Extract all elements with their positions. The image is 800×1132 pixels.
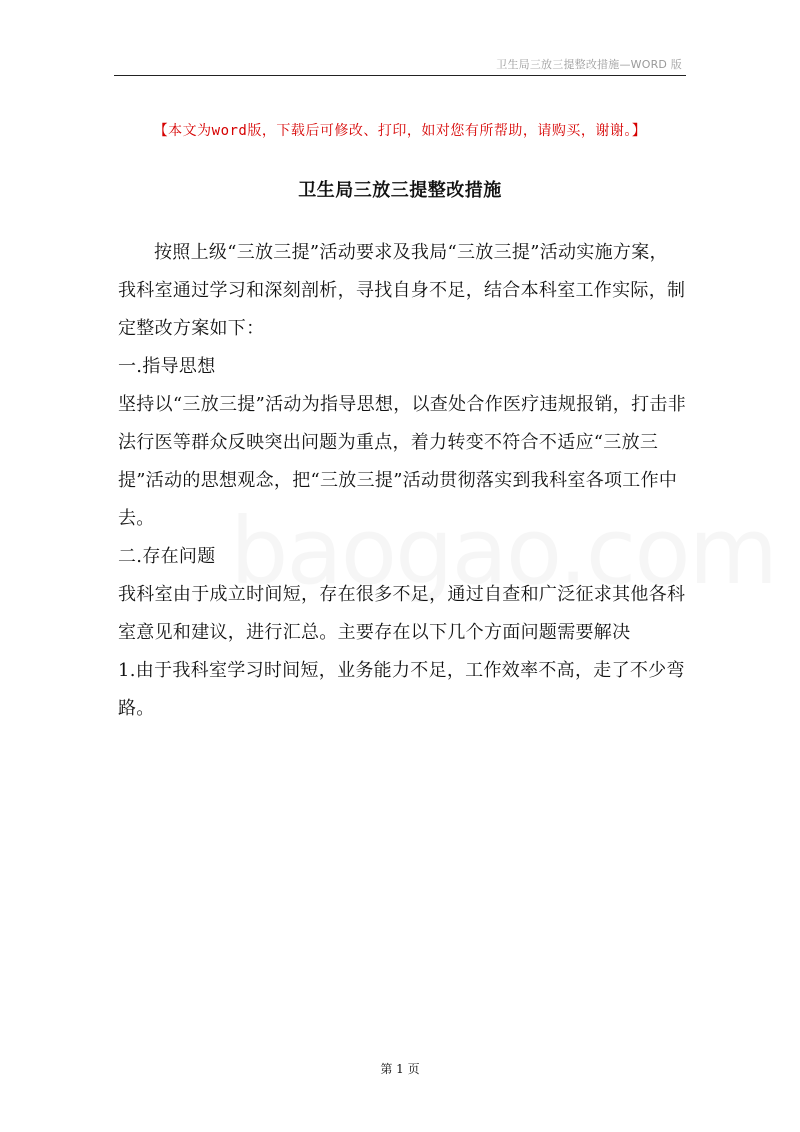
page-number: 第 1 页 [380, 1062, 420, 1076]
document-title: 卫生局三放三提整改措施 [298, 180, 502, 201]
list-item-1: 1.由于我科室学习时间短，业务能力不足，工作效率不高，走了不少弯路。 [118, 660, 685, 719]
intro-paragraph: 按照上级“三放三提”活动要求及我局“三放三提”活动实施方案，我科室通过学习和深刻剖析，寻找自身不足，结合本科室工作实际，制定整改方案如下： [118, 242, 686, 339]
document-body [118, 234, 686, 728]
section-heading-existing-problems: 二.存在问题 [118, 546, 216, 567]
header-rule [114, 75, 686, 76]
download-notice: 【本文为word版，下载后可修改、打印，如对您有所帮助，请购买，谢谢。】 [153, 123, 647, 139]
running-header: 卫生局三放三提整改措施—WORD 版 [496, 58, 682, 71]
section-heading-guiding-ideology: 一.指导思想 [118, 356, 216, 377]
section-paragraph-guiding-ideology: 坚持以“三放三提”活动为指导思想，以查处合作医疗违规报销，打击非法行医等群众反映突出问题为重点，着力转变不符合不适应“三放三提”活动的思想观念，把“三放三提”活动贯彻落实到我科室各项工作中去。 [118, 394, 687, 529]
section-paragraph-existing-problems: 我科室由于成立时间短，存在很多不足，通过自查和广泛征求其他各科室意见和建议，进行汇总。主要存在以下几个方面问题需要解决 [118, 584, 686, 643]
